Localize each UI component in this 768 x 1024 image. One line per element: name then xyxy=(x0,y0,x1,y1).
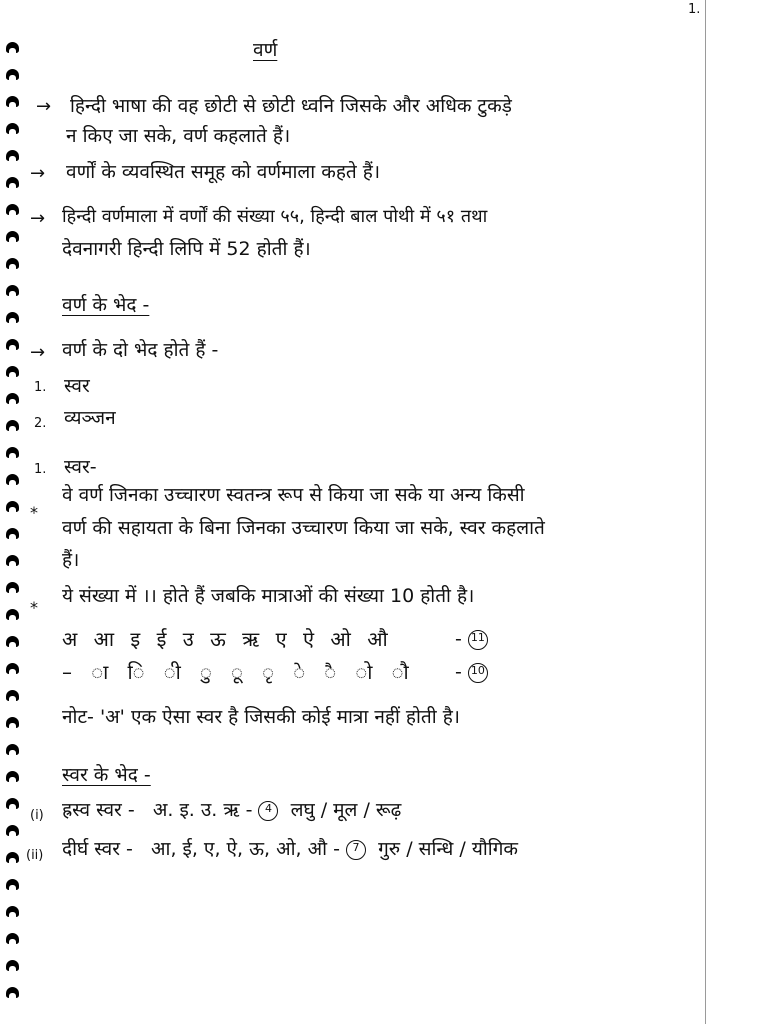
binding-hole-icon xyxy=(6,420,20,432)
swar-type-letters: अ. इ. उ. ऋ xyxy=(152,799,240,821)
text-line: ये संख्या में ।। होते हैं जबकि मात्राओं की संख्या 10 होती है। xyxy=(62,585,475,607)
swar-type-tail: गुरु / सन्धि / यौगिक xyxy=(378,838,518,860)
text-line: वर्णों के व्यवस्थित समूह को वर्णमाला कहते हैं। xyxy=(66,161,381,183)
text-line: हिन्दी वर्णमाला में वर्णों की संख्या ५५, हिन्दी बाल पोथी में ५१ तथा xyxy=(62,206,488,227)
list-number: 1. xyxy=(34,380,47,395)
count-circle: 10 xyxy=(468,663,488,683)
binding-hole-icon xyxy=(6,258,20,270)
binding-hole-icon xyxy=(6,96,20,108)
binding-hole-icon xyxy=(6,312,20,324)
page-number: 1. xyxy=(688,2,701,17)
binding-hole-icon xyxy=(6,663,20,675)
swar-type-letters: आ, ई, ए, ऐ, ऊ, ओ, औ xyxy=(151,838,328,860)
binding-hole-icon xyxy=(6,798,20,810)
spiral-binding xyxy=(6,0,28,1024)
list-number: 1. xyxy=(34,462,47,477)
count-badge: - 11 xyxy=(455,627,488,651)
binding-hole-icon xyxy=(6,906,20,918)
binding-hole-icon xyxy=(6,960,20,972)
text-line: न किए जा सके, वर्ण कहलाते हैं। xyxy=(66,125,291,147)
binding-hole-icon xyxy=(6,528,20,540)
binding-hole-icon xyxy=(6,879,20,891)
arrow-icon: → xyxy=(36,96,52,117)
list-number: 2. xyxy=(34,416,47,431)
count-circle: 11 xyxy=(468,630,488,650)
matra-list: – ा ि ी ु ू ृ े ै ो ौ xyxy=(62,660,423,684)
text-line: वे वर्ण जिनका उच्चारण स्वतन्त्र रूप से किया जा सके या अन्य किसी xyxy=(62,484,525,506)
arrow-icon: → xyxy=(30,163,46,184)
binding-hole-icon xyxy=(6,177,20,189)
binding-hole-icon xyxy=(6,690,20,702)
note-line: नोट- 'अ' एक ऐसा स्वर है जिसकी कोई मात्रा नहीं होती है। xyxy=(62,706,460,728)
binding-hole-icon xyxy=(6,933,20,945)
binding-hole-icon xyxy=(6,231,20,243)
section-heading: स्वर- xyxy=(64,456,97,478)
text-line: वर्ण की सहायता के बिना जिनका उच्चारण किया जा सके, स्वर कहलाते xyxy=(62,517,545,539)
list-number: (i) xyxy=(30,808,44,823)
text-line: हिन्दी भाषा की वह छोटी से छोटी ध्वनि जिसके और अधिक टुकड़े xyxy=(70,95,512,117)
swar-type-name: ह्रस्व स्वर - xyxy=(62,799,135,821)
page-title: वर्ण xyxy=(253,39,278,61)
binding-hole-icon xyxy=(6,636,20,648)
section-heading: वर्ण के भेद - xyxy=(62,294,150,316)
swar-type-row: ह्रस्व स्वर - अ. इ. उ. ऋ - 4 लघु / मूल / रूढ़ xyxy=(62,799,402,821)
bullet-icon: * xyxy=(30,598,38,617)
binding-hole-icon xyxy=(6,69,20,81)
binding-hole-icon xyxy=(6,852,20,864)
binding-hole-icon xyxy=(6,555,20,567)
binding-hole-icon xyxy=(6,744,20,756)
binding-hole-icon xyxy=(6,447,20,459)
binding-hole-icon xyxy=(6,123,20,135)
count-circle: 7 xyxy=(346,840,366,860)
arrow-icon: → xyxy=(30,342,46,363)
binding-hole-icon xyxy=(6,987,20,999)
bullet-icon: * xyxy=(30,503,38,522)
binding-hole-icon xyxy=(6,366,20,378)
binding-hole-icon xyxy=(6,501,20,513)
arrow-icon: → xyxy=(30,208,46,229)
list-item: व्यञ्जन xyxy=(64,407,116,429)
text-line: देवनागरी हिन्दी लिपि में 52 होती हैं। xyxy=(62,238,311,260)
binding-hole-icon xyxy=(6,339,20,351)
binding-hole-icon xyxy=(6,204,20,216)
binding-hole-icon xyxy=(6,717,20,729)
binding-hole-icon xyxy=(6,609,20,621)
count-badge: - 10 xyxy=(455,660,488,684)
margin-rule xyxy=(705,0,706,1024)
binding-hole-icon xyxy=(6,582,20,594)
binding-hole-icon xyxy=(6,771,20,783)
swar-type-tail: लघु / मूल / रूढ़ xyxy=(290,799,402,821)
binding-hole-icon xyxy=(6,393,20,405)
binding-hole-icon xyxy=(6,825,20,837)
list-item: स्वर xyxy=(64,375,90,397)
binding-hole-icon xyxy=(6,42,20,54)
vowel-list: अ आ इ ई उ ऊ ऋ ए ऐ ओ औ xyxy=(62,627,393,651)
section-heading: स्वर के भेद - xyxy=(62,764,151,786)
text-line: वर्ण के दो भेद होते हैं - xyxy=(62,339,219,361)
text-line: हैं। xyxy=(62,549,80,571)
swar-type-name: दीर्घ स्वर - xyxy=(62,838,133,860)
count-circle: 4 xyxy=(258,801,278,821)
binding-hole-icon xyxy=(6,285,20,297)
binding-hole-icon xyxy=(6,150,20,162)
list-number: (ii) xyxy=(26,848,44,863)
swar-type-row: दीर्घ स्वर - आ, ई, ए, ऐ, ऊ, ओ, औ - 7 गुरु / सन्धि / यौगिक xyxy=(62,838,518,860)
binding-hole-icon xyxy=(6,474,20,486)
